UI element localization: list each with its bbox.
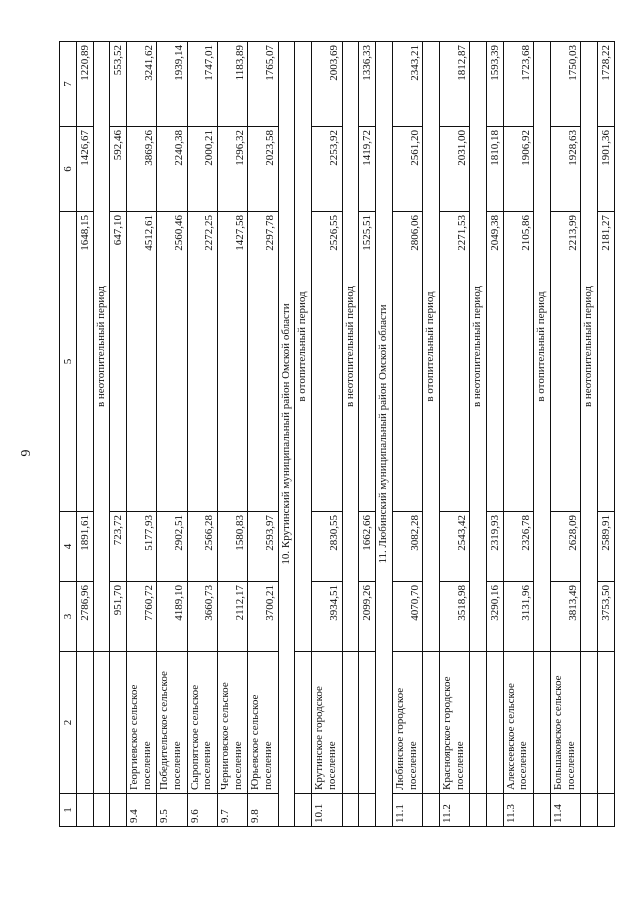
section-heading: 11. Любинский муниципальный район Омской области <box>376 42 393 827</box>
value-cell: 3131,96 <box>503 582 533 652</box>
settlement-name: Черниговское сельское поселение <box>218 652 248 794</box>
header-cell: 2 <box>60 652 77 794</box>
value-cell: 2271,53 <box>439 212 469 512</box>
table-row <box>439 42 469 827</box>
settlement-name <box>487 652 504 794</box>
table-row <box>550 42 580 827</box>
value-cell: 2000,21 <box>187 127 217 212</box>
value-cell: 3813,49 <box>550 582 580 652</box>
value-cell: 2806,06 <box>392 212 422 512</box>
table-row <box>598 42 615 827</box>
value-cell: 1593,39 <box>487 42 504 127</box>
table-row <box>503 42 533 827</box>
value-cell: 3700,21 <box>248 582 278 652</box>
value-cell: 592,46 <box>110 127 127 212</box>
value-cell: 1426,67 <box>76 127 93 212</box>
period-label: в неотопительный период <box>93 42 110 652</box>
value-cell: 2049,38 <box>487 212 504 512</box>
header-cell: 5 <box>60 212 77 512</box>
period-label: в неотопительный период <box>470 42 487 652</box>
empty-cell <box>423 794 440 827</box>
settlement-name: Победительское сельское поселение <box>157 652 187 794</box>
value-cell: 2902,51 <box>157 512 187 582</box>
table-row <box>187 42 217 827</box>
value-cell: 2003,69 <box>312 42 342 127</box>
row-number <box>76 794 93 827</box>
period-row <box>295 42 312 827</box>
value-cell: 2319,93 <box>487 512 504 582</box>
value-cell: 3290,16 <box>487 582 504 652</box>
value-cell: 2593,97 <box>248 512 278 582</box>
value-cell: 2526,55 <box>312 212 342 512</box>
empty-cell <box>423 652 440 794</box>
value-cell: 2112,17 <box>218 582 248 652</box>
tariff-table <box>59 41 615 827</box>
value-cell: 1336,33 <box>359 42 376 127</box>
value-cell: 1901,36 <box>598 127 615 212</box>
value-cell: 2566,28 <box>187 512 217 582</box>
table-row <box>487 42 504 827</box>
value-cell: 2628,09 <box>550 512 580 582</box>
section-row <box>278 42 295 827</box>
period-row <box>342 42 359 827</box>
value-cell: 5177,93 <box>127 512 157 582</box>
period-label: в отопительный период <box>534 42 551 652</box>
settlement-name: Большаковское сельское поселение <box>550 652 580 794</box>
value-cell: 647,10 <box>110 212 127 512</box>
value-cell: 723,72 <box>110 512 127 582</box>
settlement-name <box>76 652 93 794</box>
settlement-name: Крутинское городское поселение <box>312 652 342 794</box>
row-number: 10.1 <box>312 794 342 827</box>
value-cell: 2272,25 <box>187 212 217 512</box>
period-row <box>581 42 598 827</box>
value-cell: 1525,51 <box>359 212 376 512</box>
value-cell: 4512,61 <box>127 212 157 512</box>
value-cell: 1750,03 <box>550 42 580 127</box>
table-row <box>248 42 278 827</box>
empty-cell <box>295 794 312 827</box>
value-cell: 2786,96 <box>76 582 93 652</box>
value-cell: 1183,89 <box>218 42 248 127</box>
settlement-name: Георгиевское сельское поселение <box>127 652 157 794</box>
empty-cell <box>342 794 359 827</box>
value-cell: 7760,72 <box>127 582 157 652</box>
settlement-name: Красноярское городское поселение <box>439 652 469 794</box>
value-cell: 2560,46 <box>157 212 187 512</box>
row-number: 9.5 <box>157 794 187 827</box>
value-cell: 1747,01 <box>187 42 217 127</box>
table-row <box>110 42 127 827</box>
value-cell: 2326,78 <box>503 512 533 582</box>
value-cell: 3518,98 <box>439 582 469 652</box>
value-cell: 1939,14 <box>157 42 187 127</box>
header-cell: 3 <box>60 582 77 652</box>
rotated-table-container <box>59 42 615 827</box>
period-row <box>534 42 551 827</box>
value-cell: 1810,18 <box>487 127 504 212</box>
settlement-name <box>359 652 376 794</box>
table-row <box>76 42 93 827</box>
row-number: 9.4 <box>127 794 157 827</box>
row-number: 11.2 <box>439 794 469 827</box>
value-cell: 3934,51 <box>312 582 342 652</box>
row-number <box>110 794 127 827</box>
value-cell: 4070,70 <box>392 582 422 652</box>
value-cell: 1296,32 <box>218 127 248 212</box>
value-cell: 2181,27 <box>598 212 615 512</box>
settlement-name: Любинское городское поселение <box>392 652 422 794</box>
empty-cell <box>534 794 551 827</box>
period-label: в отопительный период <box>423 42 440 652</box>
period-label: в неотопительный период <box>342 42 359 652</box>
period-row <box>423 42 440 827</box>
value-cell: 2589,91 <box>598 512 615 582</box>
empty-cell <box>295 652 312 794</box>
row-number: 9.7 <box>218 794 248 827</box>
table-row <box>312 42 342 827</box>
value-cell: 553,52 <box>110 42 127 127</box>
row-number: 9.8 <box>248 794 278 827</box>
header-cell: 4 <box>60 512 77 582</box>
value-cell: 2561,20 <box>392 127 422 212</box>
empty-cell <box>470 794 487 827</box>
value-cell: 1723,68 <box>503 42 533 127</box>
value-cell: 4189,10 <box>157 582 187 652</box>
row-number: 11.4 <box>550 794 580 827</box>
row-number: 11.3 <box>503 794 533 827</box>
table-body <box>60 42 615 827</box>
value-cell: 2343,21 <box>392 42 422 127</box>
empty-cell <box>470 652 487 794</box>
value-cell: 2543,42 <box>439 512 469 582</box>
value-cell: 1906,92 <box>503 127 533 212</box>
header-cell: 7 <box>60 42 77 127</box>
table-row <box>392 42 422 827</box>
row-number <box>487 794 504 827</box>
value-cell: 1427,58 <box>218 212 248 512</box>
settlement-name: Сыропятское сельское поселение <box>187 652 217 794</box>
value-cell: 2830,55 <box>312 512 342 582</box>
value-cell: 2031,00 <box>439 127 469 212</box>
row-number: 9.6 <box>187 794 217 827</box>
empty-cell <box>93 794 110 827</box>
value-cell: 1662,66 <box>359 512 376 582</box>
value-cell: 3753,50 <box>598 582 615 652</box>
page-number: 6 <box>17 449 32 457</box>
value-cell: 1765,07 <box>248 42 278 127</box>
header-row <box>60 42 77 827</box>
value-cell: 1928,63 <box>550 127 580 212</box>
section-row <box>376 42 393 827</box>
value-cell: 1580,83 <box>218 512 248 582</box>
table-row <box>218 42 248 827</box>
value-cell: 3241,62 <box>127 42 157 127</box>
table-row <box>157 42 187 827</box>
value-cell: 3082,28 <box>392 512 422 582</box>
value-cell: 1419,72 <box>359 127 376 212</box>
settlement-name <box>598 652 615 794</box>
value-cell: 1648,15 <box>76 212 93 512</box>
section-heading: 10. Крутинский муниципальный район Омской области <box>278 42 295 827</box>
value-cell: 2253,92 <box>312 127 342 212</box>
period-row <box>470 42 487 827</box>
row-number: 11.1 <box>392 794 422 827</box>
value-cell: 2240,38 <box>157 127 187 212</box>
value-cell: 2099,26 <box>359 582 376 652</box>
value-cell: 1891,61 <box>76 512 93 582</box>
empty-cell <box>534 652 551 794</box>
empty-cell <box>581 652 598 794</box>
empty-cell <box>342 652 359 794</box>
value-cell: 1728,22 <box>598 42 615 127</box>
settlement-name: Юрьевское сельское поселение <box>248 652 278 794</box>
header-cell: 6 <box>60 127 77 212</box>
settlement-name: Алексеевское сельское поселение <box>503 652 533 794</box>
period-row <box>93 42 110 827</box>
empty-cell <box>581 794 598 827</box>
period-label: в отопительный период <box>295 42 312 652</box>
value-cell: 2297,78 <box>248 212 278 512</box>
table-row <box>127 42 157 827</box>
row-number <box>359 794 376 827</box>
value-cell: 2023,58 <box>248 127 278 212</box>
settlement-name <box>110 652 127 794</box>
empty-cell <box>93 652 110 794</box>
value-cell: 2105,86 <box>503 212 533 512</box>
value-cell: 3660,73 <box>187 582 217 652</box>
header-cell: 1 <box>60 794 77 827</box>
row-number <box>598 794 615 827</box>
value-cell: 3869,26 <box>127 127 157 212</box>
value-cell: 1220,89 <box>76 42 93 127</box>
period-label: в неотопительный период <box>581 42 598 652</box>
value-cell: 1812,87 <box>439 42 469 127</box>
table-row <box>359 42 376 827</box>
value-cell: 2213,99 <box>550 212 580 512</box>
value-cell: 951,70 <box>110 582 127 652</box>
